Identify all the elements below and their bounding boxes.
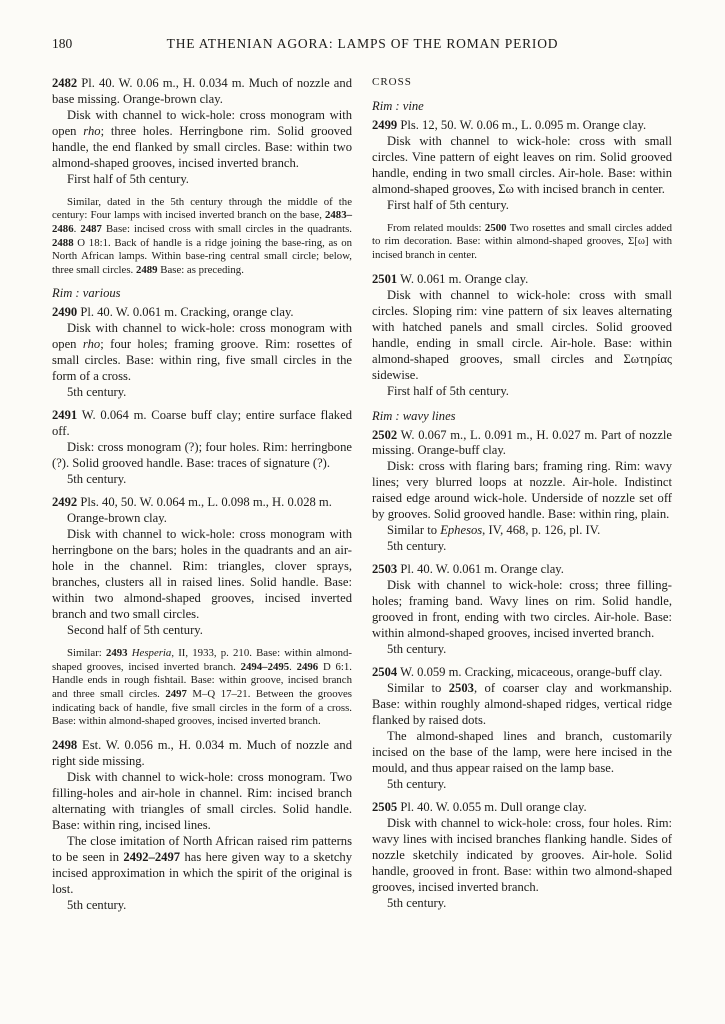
paragraph: 5th century. [387, 539, 447, 554]
catalog-entry [52, 408, 352, 488]
paragraph: Disk: cross monogram (?); four holes. Rim: herringbone (?). Solid grooved handle. Base: traces of signature (?). [52, 440, 352, 471]
paragraph: 2504 W. 0.059 m. Cracking, micaceous, orange-buff clay. [372, 665, 663, 680]
paragraph: Disk with channel to wick-hole: cross; three filling-holes; framing band. Wavy lines on rim. Solid handle, grooved in front, ending with two circles. Air-hole. Base: within almond-shaped grooves, incised inverted branch. [372, 578, 672, 641]
rim-heading [372, 99, 672, 115]
paragraph: Disk: cross with flaring bars; framing ring. Rim: wavy lines; very blurred loops at nozzle. Air-hole. Indistinct raised edge around wick-hole. Underside of nozzle set off by grooves. Solid grooved handle. Base: within ring, plain. [372, 459, 672, 522]
catalog-entry [52, 738, 352, 914]
paragraph: 5th century. [67, 385, 127, 400]
paragraph: 2505 Pl. 40. W. 0.055 m. Dull orange clay. [372, 800, 587, 815]
paragraph: 2490 Pl. 40. W. 0.061 m. Cracking, orange clay. [52, 305, 294, 320]
note [52, 196, 352, 278]
paragraph: Similar to Ephesos, IV, 468, p. 126, pl. IV. [387, 523, 601, 538]
paragraph: Disk with channel to wick-hole: cross, four holes. Rim: wavy lines with incised branches flanking handle. Sides of nozzle sketchily indicated by grooves. Air-hole. Solid handle, grooved in front. Base: within two almond-shaped grooves, incised inverted branch. [372, 816, 672, 895]
paragraph: 5th century. [387, 896, 447, 911]
paragraph: 5th century. [387, 642, 447, 657]
catalog-entry [52, 305, 352, 401]
section-heading [372, 76, 672, 90]
rim-heading [372, 409, 672, 425]
paragraph: Second half of 5th century. [67, 623, 203, 638]
rim-heading [52, 286, 352, 302]
paragraph: The almond-shaped lines and branch, customarily incised on the base of the lamp, were here incised in the mould, and thus appear raised on the lamp base. [372, 729, 672, 776]
paragraph: Similar to 2503, of coarser clay and workmanship. Base: within roughly almond-shaped ridges, vertical ridge flanked by raised dots. [372, 681, 672, 728]
paragraph: Rim : wavy lines [372, 408, 456, 423]
paragraph: First half of 5th century. [67, 171, 189, 186]
catalog-entry [372, 272, 672, 400]
paragraph: 2502 W. 0.067 m., L. 0.091 m., H. 0.027 m. Part of nozzle missing. Orange-buff clay. [372, 427, 672, 458]
paragraph: Rim : vine [372, 98, 424, 113]
page-header [52, 36, 673, 52]
catalog-entry [372, 665, 672, 793]
paragraph: 2499 Pls. 12, 50. W. 0.06 m., L. 0.095 m. Orange clay. [372, 117, 647, 132]
paragraph: 2501 W. 0.061 m. Orange clay. [372, 271, 529, 286]
paragraph: 2503 Pl. 40. W. 0.061 m. Orange clay. [372, 562, 564, 577]
paragraph: Similar: 2493 Hesperia, II, 1933, p. 210. Base: within almond-shaped grooves, incised inverted branch. 2494–2495. 2496 D 6:1. Handle ends in rough fishtail. Base: within groove, incised branch and three small circles. 2497 M–Q 17–21. Between the grooves indicating back of handle, five small circles in the form of a cross. Base: within almond-shaped grooves, incised inverted branch. [52, 647, 352, 728]
left-column [52, 76, 352, 921]
right-column [372, 76, 672, 919]
paragraph: 2491 W. 0.064 m. Coarse buff clay; entire surface flaked off. [52, 408, 352, 439]
paragraph: Disk with channel to wick-hole: cross monogram. Two filling-holes and air-hole in channel. Rim: incised branch alternating with triangles of small circles. Solid handle. Base: within ring, incised lines. [52, 769, 352, 832]
catalog-entry [372, 800, 672, 912]
paragraph: 5th century. [387, 777, 447, 792]
catalog-entry [372, 562, 672, 658]
paragraph: Disk with channel to wick-hole: cross monogram with open rho; four holes; framing groove. Rim: rosettes of small circles. Base: within ring, five small circles in the form of a cross. [52, 321, 352, 384]
paragraph: 5th century. [67, 472, 127, 487]
paragraph: Disk with channel to wick-hole: cross with small circles. Sloping rim: vine pattern of six leaves alternating with hatched panels and small circles. Solid grooved handle, ending in small circle. Air-hole. Base: within almond-shaped grooves, small circles and Σωτηρίας sidewise. [372, 287, 672, 382]
paragraph: CROSS [372, 76, 412, 88]
paragraph: 2482 Pl. 40. W. 0.06 m., H. 0.034 m. Much of nozzle and base missing. Orange-brown clay. [52, 76, 352, 106]
paragraph: First half of 5th century. [387, 197, 509, 212]
paragraph: Disk with channel to wick-hole: cross monogram with herringbone on the bars; holes in the quadrants and an air-hole in the channel. Rim: triangles, clover sprays, branches, clusters all in raised lines. Solid handle. Base: within two almond-shaped grooves, incised inverted branch and two small circles. [52, 527, 352, 622]
page-title: THE ATHENIAN AGORA: LAMPS OF THE ROMAN PERIOD [166, 36, 559, 51]
catalog-entry [52, 495, 352, 639]
paragraph: Disk with channel to wick-hole: cross with small circles. Vine pattern of eight leaves on rim. Solid grooved handle, ending in two small circles. Air-hole. Base: within almond-shaped grooves, Σω with incised branch in center. [372, 133, 672, 196]
paragraph: 5th century. [67, 897, 127, 912]
page-number: 180 [52, 36, 73, 51]
paragraph: Orange-brown clay. [67, 511, 167, 526]
catalog-entry [372, 428, 672, 556]
catalog-entry [372, 118, 672, 214]
catalog-entry [52, 76, 352, 188]
paragraph: Rim : various [52, 286, 121, 301]
note [52, 647, 352, 729]
paragraph: Disk with channel to wick-hole: cross monogram with open rho; three holes. Herringbone rim. Solid grooved handle, the end flanked by small circles. Base: within two almond-shaped grooves, incised inverted branch. [52, 107, 352, 170]
paragraph: The close imitation of North African raised rim patterns to be seen in 2492–2497 has here given way to a sketchy incised approximation in which the spirit of the original is lost. [52, 833, 352, 896]
paragraph: 2498 Est. W. 0.056 m., H. 0.034 m. Much of nozzle and right side missing. [52, 737, 352, 768]
paragraph: From related moulds: 2500 Two rosettes and small circles added to rim decoration. Base: within almond-shaped grooves, Σ[ω] with incised branch in center. [372, 221, 672, 262]
text-columns [52, 76, 673, 921]
paragraph: 2492 Pls. 40, 50. W. 0.064 m., L. 0.098 m., H. 0.028 m. [52, 495, 332, 510]
note [372, 222, 672, 263]
paragraph: First half of 5th century. [387, 383, 509, 398]
paragraph: Similar, dated in the 5th century through the middle of the century: Four lamps with incised inverted branch on the base, 2483–2486. 2487 Base: incised cross with small circles in the quadrants. 2488 O 18:1. Back of handle is a ridge joining the base-ring, as on North African lamps. Within base-ring central small circle; below, three small circles. 2489 Base: as preceding. [52, 195, 352, 276]
